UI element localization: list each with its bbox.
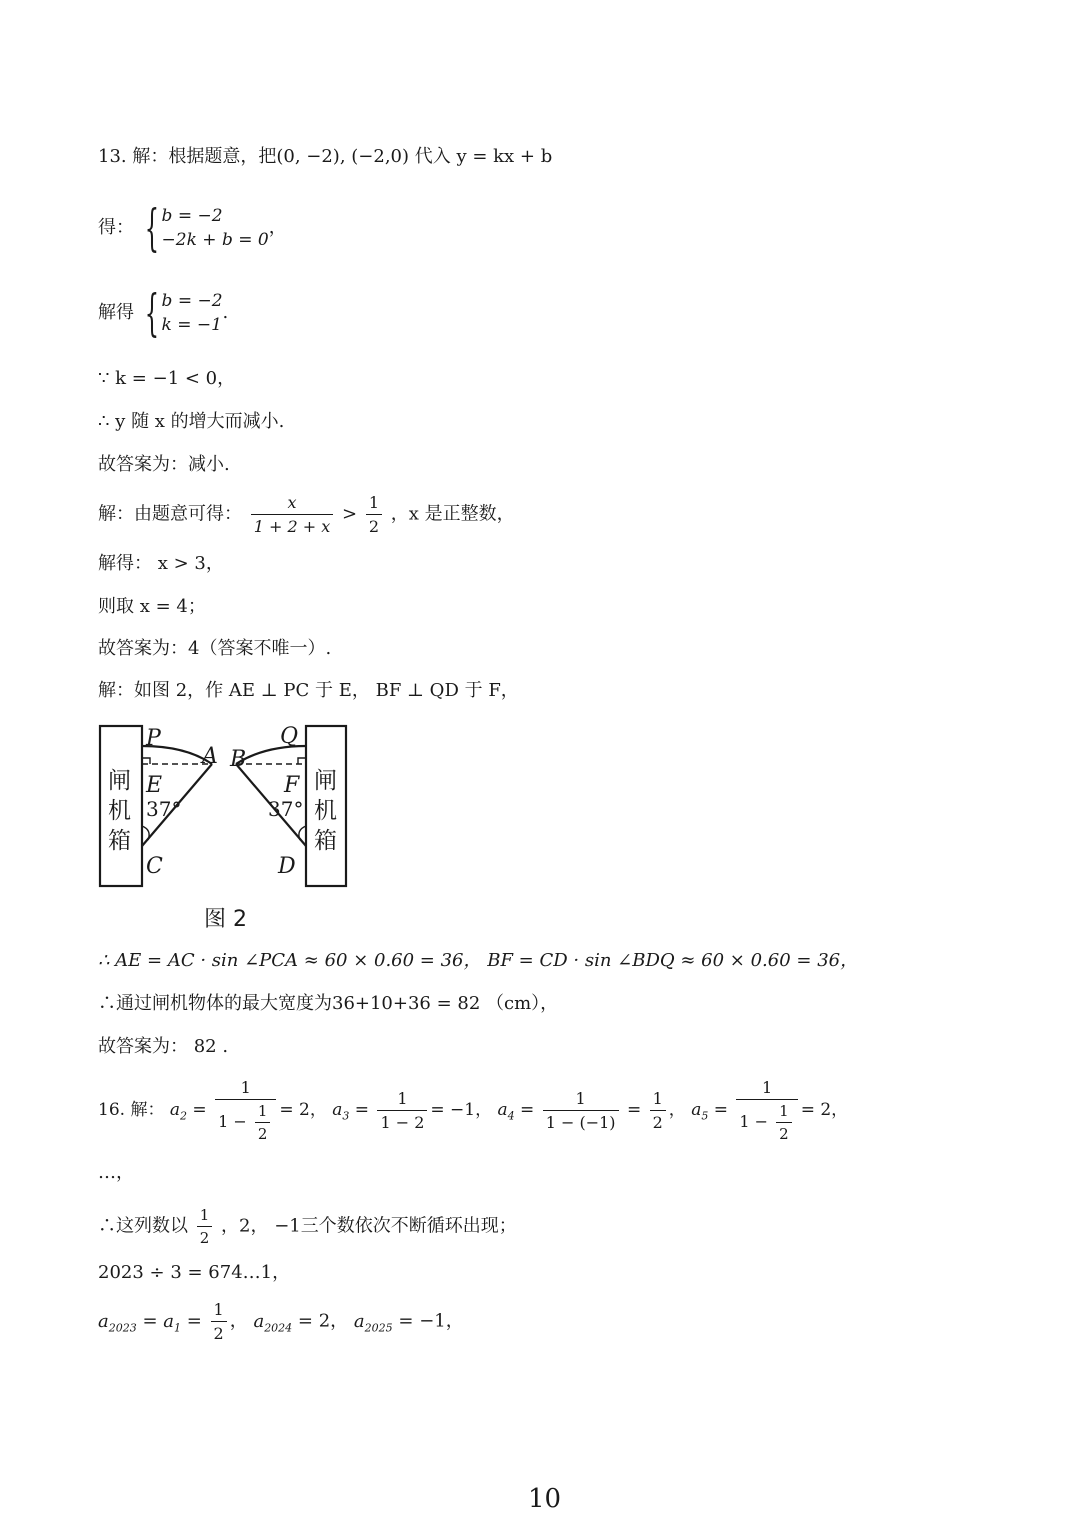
q16-a2-inner-den: 2: [255, 1122, 271, 1143]
q16-cycle-den: 2: [197, 1226, 213, 1247]
label-a: A: [202, 744, 218, 769]
angle-left-label: 37°: [146, 797, 182, 821]
label-e: E: [146, 773, 163, 798]
q16-a3-frac: [377, 1089, 427, 1132]
right-box-char-2: 机: [314, 798, 337, 824]
q16-a4-value-den: 2: [650, 1110, 666, 1132]
q16-cycle-frac: [197, 1206, 213, 1247]
q16-a5-inner-frac: [776, 1102, 792, 1143]
q16-a5-sub: 5: [701, 1109, 709, 1123]
q13-intro: 13. 解：根据题意，把(0, −2), (−2,0) 代入 y = kx + b: [98, 146, 553, 167]
q16-ellipsis: …，: [98, 1162, 134, 1183]
q16-a2-inner-frac: [255, 1102, 271, 1143]
q16-a3-sub: 3: [342, 1109, 350, 1123]
right-box-char-3: 箱: [314, 828, 337, 854]
q16-a3: $a_3$: [332, 1100, 350, 1123]
q13-answer: 故答案为：减小.: [98, 454, 230, 475]
left-right-angle-mark: [142, 758, 150, 764]
q14-tail: ，x 是正整数，: [390, 503, 515, 525]
q16-a4-sub: 4: [507, 1109, 515, 1123]
left-box-char-2: 机: [108, 798, 131, 824]
q16-a4: $a_4$: [497, 1100, 515, 1123]
q16-a5-inner-den: 2: [776, 1122, 792, 1143]
q16-a2024-value: = 2，: [297, 1310, 349, 1332]
q14-take: 则取 x = 4；: [98, 596, 206, 617]
q15-calc: ∴ AE = AC · sin ∠PCA ≈ 60 × 0.60 = 36， BF = CD · sin ∠BDQ ≈ 60 × 0.60 = 36，: [98, 950, 859, 971]
q16-cycle: [98, 1206, 517, 1247]
q16-sequence: 16. 解： $a_2$ = 1 1 − $\frac{1}{2}$ = 2， $a_3$ = $\frac{1}{1 - 2}$ = −1， $a_4$ = $\frac{1}{1 - (-1)}$ = $\frac{1}{2}$ ， $a_5$ = 1 1 − $\frac{1}{2}$ = 2，: [98, 1078, 849, 1144]
q13-eq2-row2: k = −1: [161, 315, 222, 335]
q16-a2023-den: 2: [211, 1321, 227, 1343]
q13-solved-label: 解得: [98, 302, 134, 323]
q14-half: [366, 493, 382, 536]
q14-solved: 解得： x > 3，: [98, 553, 224, 574]
brace-icon: {: [144, 284, 159, 342]
label-b: B: [230, 747, 247, 772]
right-box-char-1: 闸: [314, 768, 337, 794]
label-q: Q: [280, 724, 299, 749]
q16-a2025: $a_{2025}$: [353, 1310, 393, 1335]
q15-intro: 解：如图 2，作 AE ⊥ PC 于 E， BF ⊥ QD 于 F，: [98, 680, 519, 701]
q14-inequality: [98, 493, 515, 536]
page-number: 10: [528, 1484, 562, 1514]
left-box-char-1: 闸: [108, 768, 131, 794]
q16-a2-sub: 2: [180, 1109, 187, 1123]
q16-a2-inner-num: 1: [257, 1102, 268, 1121]
q16-a5-den: 1 − $\frac{1}{2}$: [736, 1099, 797, 1143]
q16-a4-frac: [543, 1089, 619, 1132]
q16-a5-num: 1: [761, 1078, 773, 1097]
q13-system-1: [140, 199, 269, 257]
q16-final: $a_{2023} = a_1$ = $\frac{1}{2}$ ， $a_{2024} = 2$， $a_{2025} = -1$，: [98, 1300, 464, 1344]
q16-a1: $a_1$: [163, 1310, 181, 1335]
q16-a3-num: 1: [397, 1088, 408, 1108]
q15-answer: 故答案为： 82 .: [98, 1036, 229, 1057]
q16-a5-result: = 2，: [800, 1100, 849, 1121]
q14-lead: 解：由题意可得：: [98, 503, 242, 525]
q13-eq1-tail: ，: [268, 217, 287, 238]
q16-a2025-sub: 2025: [364, 1321, 393, 1335]
q13-solution-system: [98, 284, 229, 342]
q13-because: ∵ k = −1 < 0，: [98, 368, 236, 389]
q16-a5-inner-num: 1: [779, 1102, 789, 1121]
q16-cycle-lead: ∴这列数以: [98, 1215, 188, 1237]
q16-a2023-sub: 2023: [108, 1321, 137, 1335]
q13-therefore: ∴ y 随 x 的增大而减小.: [98, 411, 285, 432]
label-f: F: [284, 773, 300, 798]
q14-fraction: [251, 493, 334, 536]
q13-system-2: [140, 284, 223, 342]
q13-got-label: 得：: [98, 217, 134, 238]
label-p: P: [146, 726, 161, 751]
q16-a2: $a_2$: [169, 1100, 187, 1123]
q13-equation-system: [98, 199, 287, 257]
q16-a2023-num: 1: [213, 1300, 224, 1319]
q16-a4-value-num: 1: [652, 1088, 663, 1108]
q16-a2024: $a_{2024}$: [253, 1310, 293, 1335]
q16-a5-frac: [736, 1078, 797, 1143]
figure-caption: 图 2: [204, 907, 247, 932]
q16-division: 2023 ÷ 3 = 674…1，: [98, 1262, 291, 1283]
q14-half-den: 2: [366, 514, 382, 536]
q16-a4-num: 1: [575, 1088, 586, 1108]
q13-eq1-row2: −2k + b = 0: [161, 230, 269, 250]
q16-a4-value: [650, 1089, 666, 1132]
q16-a2025-value: = −1，: [398, 1310, 464, 1332]
q14-frac-den: 1 + 2 + x: [251, 514, 334, 536]
angle-right-label: 37°: [268, 797, 304, 821]
gate-figure: [96, 718, 356, 898]
q16-a2-den: 1 − $\frac{1}{2}$: [215, 1099, 276, 1143]
q16-a2-frac: [215, 1078, 276, 1143]
q16-a4-result: ，: [668, 1100, 686, 1121]
label-d: D: [278, 854, 296, 879]
q16-a2024-sub: 2024: [264, 1321, 293, 1335]
q15-width: ∴通过闸机物体的最大宽度为36+10+36 = 82 （cm），: [98, 993, 559, 1014]
right-right-angle-mark: [298, 758, 306, 764]
q13-eq2-row1: b = −2: [161, 290, 223, 311]
q16-label: 16. 解：: [98, 1100, 165, 1121]
q16-a5: $a_5$: [691, 1100, 709, 1123]
brace-icon: {: [144, 199, 159, 257]
q16-a4-den: 1 − (−1): [543, 1110, 619, 1132]
q16-a3-den: 1 − 2: [377, 1110, 427, 1132]
q16-cycle-num: 1: [199, 1206, 210, 1224]
q16-a2-result: = 2，: [279, 1100, 327, 1121]
left-box-char-3: 箱: [108, 828, 131, 854]
q14-frac-num: x: [287, 493, 297, 512]
q16-a1-sub: 1: [174, 1321, 181, 1335]
q16-a2023-value: [211, 1300, 227, 1343]
q16-a2-num: 1: [240, 1078, 251, 1097]
q16-a3-result: = −1，: [430, 1100, 493, 1121]
q16-cycle-tail: ，2， −1三个数依次不断循环出现；: [221, 1215, 517, 1237]
q13-eq1-row1: b = −2: [161, 205, 223, 226]
q13-eq2-tail: .: [222, 302, 229, 323]
q14-gt: >: [342, 503, 358, 525]
q16-a2023: $a_{2023}$: [98, 1310, 137, 1335]
q14-answer: 故答案为：4（答案不唯一）.: [98, 638, 332, 659]
label-c: C: [146, 854, 163, 879]
q14-half-num: 1: [368, 493, 380, 512]
